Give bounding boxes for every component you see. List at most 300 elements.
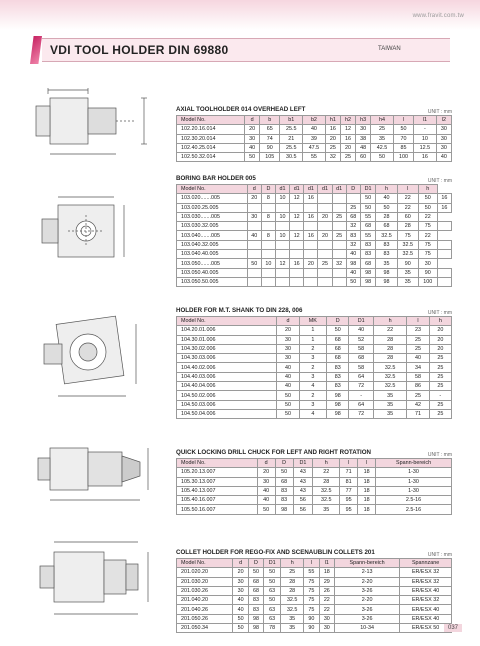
- table-cell: 74: [260, 134, 280, 143]
- table-cell: 20: [325, 134, 340, 143]
- column-header: h4: [371, 116, 394, 125]
- table-cell: 40: [303, 125, 326, 134]
- model-number-cell: 201.050.26: [177, 614, 233, 623]
- column-header: D: [275, 459, 293, 468]
- table-cell: 55: [303, 153, 326, 162]
- table-row: [177, 153, 452, 162]
- table-row: [177, 212, 452, 221]
- table-cell: 22: [373, 326, 406, 335]
- table-row: [177, 409, 452, 418]
- table-cell: 22: [397, 203, 418, 212]
- table-cell: 2-20: [335, 577, 400, 586]
- model-number-cell: 103.020.25.005: [177, 203, 248, 212]
- table-cell: ER/ESX 32: [400, 568, 452, 577]
- model-number-cell: 201.040.20: [177, 596, 233, 605]
- table-header-row: [177, 185, 452, 194]
- table-cell: 68: [327, 335, 349, 344]
- table-cell: 20: [318, 212, 332, 221]
- table-cell: 28: [376, 212, 397, 221]
- model-number-cell: 201.040.26: [177, 605, 233, 614]
- table-cell: 68: [346, 212, 360, 221]
- column-header: h: [429, 317, 451, 326]
- column-header: Model No.: [177, 459, 258, 468]
- table-cell: 1-30: [376, 477, 452, 486]
- table-cell: 78: [264, 624, 281, 633]
- table-cell: 86: [407, 382, 429, 391]
- table-cell: [290, 277, 304, 286]
- collet-holder-drawing: [28, 522, 168, 632]
- column-header: d1: [318, 185, 332, 194]
- section-boring-unit: UNIT : mm: [427, 178, 452, 184]
- table-cell: 22: [418, 212, 437, 221]
- model-number-cell: 103.040.40.005: [177, 250, 248, 259]
- table-cell: [332, 203, 346, 212]
- table-cell: 2: [299, 344, 326, 353]
- table-row: [177, 344, 452, 353]
- column-header: l: [358, 459, 376, 468]
- table-cell: 71: [407, 409, 429, 418]
- table-cell: -: [349, 391, 374, 400]
- table-cell: 63: [264, 605, 281, 614]
- table-row: [177, 624, 452, 633]
- table-cell: 50: [371, 153, 394, 162]
- table-cell: [247, 203, 261, 212]
- table-cell: [346, 194, 360, 203]
- table-cell: 28: [373, 354, 406, 363]
- table-cell: [318, 268, 332, 277]
- table-cell: 20: [245, 125, 260, 134]
- table-cell: 2.5-16: [376, 496, 452, 505]
- table-cell: 39: [303, 134, 326, 143]
- table-cell: 3-26: [335, 614, 400, 623]
- table-row: [177, 496, 452, 505]
- column-header: d1: [275, 185, 289, 194]
- table-cell: 18: [358, 486, 376, 495]
- table-cell: [261, 203, 275, 212]
- table-cell: 18: [358, 468, 376, 477]
- table-cell: 30: [436, 143, 451, 152]
- table-cell: ER/ESX 32: [400, 577, 452, 586]
- table-cell: 40: [257, 496, 275, 505]
- table-cell: 70: [393, 134, 413, 143]
- table-cell: 71: [340, 468, 358, 477]
- table-cell: [290, 222, 304, 231]
- table-cell: 42: [407, 400, 429, 409]
- table-cell: [247, 250, 261, 259]
- model-number-cell: 103.040.32.005: [177, 240, 248, 249]
- section-collet-title: COLLET HOLDER FOR REGO-FIX AND SCENAUBLIN COLLETS 201: [176, 549, 375, 556]
- column-header: l: [340, 459, 358, 468]
- table-cell: 98: [376, 268, 397, 277]
- table-row: [177, 577, 452, 586]
- table-cell: [332, 240, 346, 249]
- table-cell: 35: [373, 391, 406, 400]
- table-cell: 60: [356, 153, 371, 162]
- table-cell: [304, 268, 318, 277]
- model-number-cell: 103.030.32.005: [177, 222, 248, 231]
- table-header-row: [177, 116, 452, 125]
- table-cell: [437, 240, 451, 249]
- table-header-row: [177, 559, 452, 568]
- column-header: Spann-bereich: [335, 559, 400, 568]
- table-cell: 12.5: [414, 143, 437, 152]
- table-cell: 1-30: [376, 468, 452, 477]
- table-cell: [261, 240, 275, 249]
- table-cell: 12: [290, 231, 304, 240]
- table-cell: 32.5: [281, 596, 304, 605]
- table-cell: 20: [340, 143, 355, 152]
- table-cell: 30: [247, 212, 261, 221]
- table-cell: 50: [257, 505, 275, 514]
- table-cell: 68: [360, 259, 376, 268]
- table-cell: 85: [393, 143, 413, 152]
- table-cell: 2: [299, 391, 326, 400]
- table-row: [177, 363, 452, 372]
- table-cell: 16: [325, 125, 340, 134]
- table-cell: 30: [319, 624, 334, 633]
- column-header: Spann-bereich: [376, 459, 452, 468]
- table-cell: 16: [340, 134, 355, 143]
- column-header: l: [397, 185, 418, 194]
- table-cell: 55: [360, 231, 376, 240]
- table-cell: 30: [418, 259, 437, 268]
- table-cell: 42.5: [371, 143, 394, 152]
- table-cell: [247, 240, 261, 249]
- table-cell: 22: [319, 605, 334, 614]
- table-row: [177, 259, 452, 268]
- title-bar: [42, 38, 450, 62]
- column-header: MK: [299, 317, 326, 326]
- table-cell: 28: [397, 222, 418, 231]
- table-cell: 25: [429, 409, 451, 418]
- table-row: [177, 335, 452, 344]
- table-cell: 32.5: [376, 231, 397, 240]
- table-cell: [247, 222, 261, 231]
- table-cell: 20: [429, 344, 451, 353]
- column-header: h1: [325, 116, 340, 125]
- table-cell: 2-20: [335, 596, 400, 605]
- table-cell: 20: [247, 194, 261, 203]
- table-cell: 28: [373, 335, 406, 344]
- site-url: www.fravit.com.tw: [412, 13, 464, 19]
- table-cell: 30.5: [280, 153, 303, 162]
- table-cell: 10: [414, 134, 437, 143]
- table-cell: 56: [293, 505, 313, 514]
- table-cell: 90: [418, 268, 437, 277]
- section-axial-unit: UNIT : mm: [427, 109, 452, 115]
- table-cell: 98: [327, 409, 349, 418]
- table-cell: [290, 240, 304, 249]
- table-cell: 63: [264, 614, 281, 623]
- table-cell: 50: [233, 614, 248, 623]
- table-cell: 3: [299, 400, 326, 409]
- table-cell: 18: [358, 477, 376, 486]
- table-cell: [437, 222, 451, 231]
- table-cell: 75: [418, 222, 437, 231]
- column-header: l2: [436, 116, 451, 125]
- table-cell: 16: [290, 259, 304, 268]
- title-accent: [30, 36, 42, 64]
- table-cell: 58: [407, 372, 429, 381]
- table-row: [177, 268, 452, 277]
- table-cell: 25: [340, 153, 355, 162]
- table-cell: ER/ESX 50: [400, 624, 452, 633]
- table-cell: 50: [376, 203, 397, 212]
- table-cell: 50: [360, 194, 376, 203]
- table-cell: 98: [360, 268, 376, 277]
- section-collet-unit: UNIT : mm: [427, 552, 452, 558]
- table-cell: [437, 268, 451, 277]
- mt-shank-holder-drawing: [28, 300, 168, 412]
- mt-shank-holder-table: [176, 316, 452, 419]
- table-cell: 25: [346, 203, 360, 212]
- boring-bar-holder-drawing: [28, 185, 168, 285]
- model-number-cell: 105.50.16.007: [177, 505, 258, 514]
- table-cell: 98: [376, 277, 397, 286]
- table-cell: 35: [371, 134, 394, 143]
- column-header: h: [313, 459, 340, 468]
- model-number-cell: 103.020.......005: [177, 194, 248, 203]
- table-cell: 50: [245, 153, 260, 162]
- table-cell: 40: [233, 596, 248, 605]
- column-header: D: [261, 185, 275, 194]
- table-cell: 20: [304, 259, 318, 268]
- model-number-cell: 105.40.16.007: [177, 496, 258, 505]
- region-label: TAIWAN: [378, 46, 401, 52]
- table-cell: 98: [360, 277, 376, 286]
- table-cell: 16: [304, 231, 318, 240]
- table-cell: 100: [393, 153, 413, 162]
- table-cell: 38: [356, 134, 371, 143]
- table-cell: 34: [407, 363, 429, 372]
- table-cell: 28: [373, 344, 406, 353]
- table-cell: 30: [277, 354, 299, 363]
- section-chuck-unit: UNIT : mm: [427, 452, 452, 458]
- table-cell: [332, 268, 346, 277]
- table-cell: 28: [281, 577, 304, 586]
- model-number-cell: 102.20.16.014: [177, 125, 245, 134]
- table-cell: 2: [299, 363, 326, 372]
- model-number-cell: 102.30.20.014: [177, 134, 245, 143]
- table-cell: 50: [233, 624, 248, 633]
- table-cell: 30: [277, 344, 299, 353]
- table-cell: 40: [346, 268, 360, 277]
- table-row: [177, 134, 452, 143]
- table-cell: 8: [261, 194, 275, 203]
- table-cell: 12: [275, 259, 289, 268]
- table-cell: 25: [407, 391, 429, 400]
- table-cell: [304, 203, 318, 212]
- table-cell: 98: [248, 614, 263, 623]
- table-cell: 43: [293, 477, 313, 486]
- table-cell: [261, 268, 275, 277]
- table-cell: 16: [304, 212, 318, 221]
- table-cell: [318, 240, 332, 249]
- column-header: D1: [264, 559, 281, 568]
- table-cell: 3-26: [335, 605, 400, 614]
- table-cell: 30: [245, 134, 260, 143]
- column-header: l1: [319, 559, 334, 568]
- table-cell: 58: [349, 344, 374, 353]
- table-cell: 22: [418, 231, 437, 240]
- table-cell: [247, 268, 261, 277]
- column-header: h2: [340, 116, 355, 125]
- column-header: D1: [349, 317, 374, 326]
- table-cell: 16: [414, 153, 437, 162]
- model-number-cell: 105.20.13.007: [177, 468, 258, 477]
- column-header: Model No.: [177, 116, 245, 125]
- table-cell: 2.5-16: [376, 505, 452, 514]
- table-cell: 100: [418, 277, 437, 286]
- table-cell: 83: [376, 240, 397, 249]
- table-cell: 50: [418, 203, 437, 212]
- table-cell: 50: [275, 468, 293, 477]
- table-cell: 25: [332, 231, 346, 240]
- table-cell: 25: [407, 335, 429, 344]
- column-header: d1: [290, 185, 304, 194]
- table-cell: 25: [371, 125, 394, 134]
- table-cell: 30: [257, 477, 275, 486]
- table-cell: 68: [327, 344, 349, 353]
- table-cell: 83: [248, 605, 263, 614]
- table-cell: 83: [275, 496, 293, 505]
- column-header: D: [327, 317, 349, 326]
- table-cell: [261, 250, 275, 259]
- column-header: d: [277, 317, 299, 326]
- table-cell: 32: [346, 222, 360, 231]
- table-cell: [290, 250, 304, 259]
- table-cell: 55: [304, 568, 319, 577]
- column-header: Model No.: [177, 185, 248, 194]
- table-cell: 50: [264, 568, 281, 577]
- model-number-cell: 103.050.40.005: [177, 268, 248, 277]
- table-cell: 40: [277, 363, 299, 372]
- table-cell: 32.5: [397, 240, 418, 249]
- table-row: [177, 505, 452, 514]
- model-number-cell: 104.40.04.006: [177, 382, 277, 391]
- model-number-cell: 201.030.26: [177, 586, 233, 595]
- table-cell: [304, 240, 318, 249]
- table-cell: 32.5: [397, 250, 418, 259]
- table-cell: 75: [418, 250, 437, 259]
- table-row: [177, 203, 452, 212]
- table-cell: [318, 250, 332, 259]
- column-header: h: [281, 559, 304, 568]
- table-cell: 83: [360, 240, 376, 249]
- model-number-cell: 104.20.01.006: [177, 326, 277, 335]
- table-cell: 50: [248, 568, 263, 577]
- table-cell: 25: [318, 259, 332, 268]
- table-cell: 68: [349, 354, 374, 363]
- model-number-cell: 104.50.02.006: [177, 391, 277, 400]
- table-cell: [304, 222, 318, 231]
- table-cell: 25: [429, 382, 451, 391]
- table-cell: 20: [233, 568, 248, 577]
- column-header: h: [418, 185, 437, 194]
- axial-toolholder-drawing: [28, 80, 168, 172]
- table-cell: 50: [264, 596, 281, 605]
- table-cell: 10: [275, 212, 289, 221]
- table-cell: 75: [304, 605, 319, 614]
- table-cell: 72: [349, 382, 374, 391]
- table-row: [177, 382, 452, 391]
- table-header-row: [177, 459, 452, 468]
- table-row: [177, 614, 452, 623]
- table-cell: 43: [293, 486, 313, 495]
- table-cell: [304, 277, 318, 286]
- table-cell: 28: [313, 477, 340, 486]
- column-header: d: [247, 185, 261, 194]
- column-header: d: [257, 459, 275, 468]
- table-cell: 25: [325, 143, 340, 152]
- table-row: [177, 277, 452, 286]
- table-row: [177, 400, 452, 409]
- column-header: d1: [332, 185, 346, 194]
- table-cell: 72: [349, 409, 374, 418]
- table-cell: 68: [248, 577, 263, 586]
- table-cell: [304, 250, 318, 259]
- table-cell: 40: [376, 194, 397, 203]
- table-cell: 40: [245, 143, 260, 152]
- table-cell: 30: [233, 586, 248, 595]
- table-cell: 35: [373, 409, 406, 418]
- table-cell: 40: [436, 153, 451, 162]
- page-number: 037: [444, 624, 462, 632]
- table-cell: 48: [356, 143, 371, 152]
- page-title: VDI TOOL HOLDER DIN 69880: [50, 43, 229, 57]
- table-cell: 40: [257, 486, 275, 495]
- table-cell: 40: [233, 605, 248, 614]
- table-cell: 21: [280, 134, 303, 143]
- table-cell: 64: [349, 372, 374, 381]
- table-row: [177, 391, 452, 400]
- table-row: [177, 222, 452, 231]
- column-header: D: [248, 559, 263, 568]
- table-cell: [332, 222, 346, 231]
- model-number-cell: 201.050.34: [177, 624, 233, 633]
- model-number-cell: 104.30.02.006: [177, 344, 277, 353]
- table-cell: 50: [346, 277, 360, 286]
- table-cell: 90: [304, 624, 319, 633]
- table-cell: 50: [277, 400, 299, 409]
- table-cell: 47.5: [303, 143, 326, 152]
- table-cell: 50: [418, 194, 437, 203]
- column-header: Model No.: [177, 559, 233, 568]
- model-number-cell: 105.30.13.007: [177, 477, 258, 486]
- model-number-cell: 104.50.04.006: [177, 409, 277, 418]
- table-header-row: [177, 317, 452, 326]
- model-number-cell: 104.40.02.006: [177, 363, 277, 372]
- table-cell: 4: [299, 409, 326, 418]
- column-header: h: [373, 317, 406, 326]
- table-row: [177, 194, 452, 203]
- table-cell: [275, 268, 289, 277]
- table-cell: 35: [373, 400, 406, 409]
- column-header: d1: [304, 185, 318, 194]
- table-cell: [437, 277, 451, 286]
- table-cell: 68: [327, 354, 349, 363]
- table-cell: [290, 268, 304, 277]
- table-cell: 18: [358, 505, 376, 514]
- table-cell: 18: [319, 568, 334, 577]
- table-cell: 83: [327, 372, 349, 381]
- column-header: Spannzane: [400, 559, 452, 568]
- table-cell: 60: [397, 212, 418, 221]
- boring-bar-holder-table: [176, 184, 452, 287]
- table-cell: 12: [290, 194, 304, 203]
- table-cell: 75: [418, 240, 437, 249]
- table-cell: 75: [397, 231, 418, 240]
